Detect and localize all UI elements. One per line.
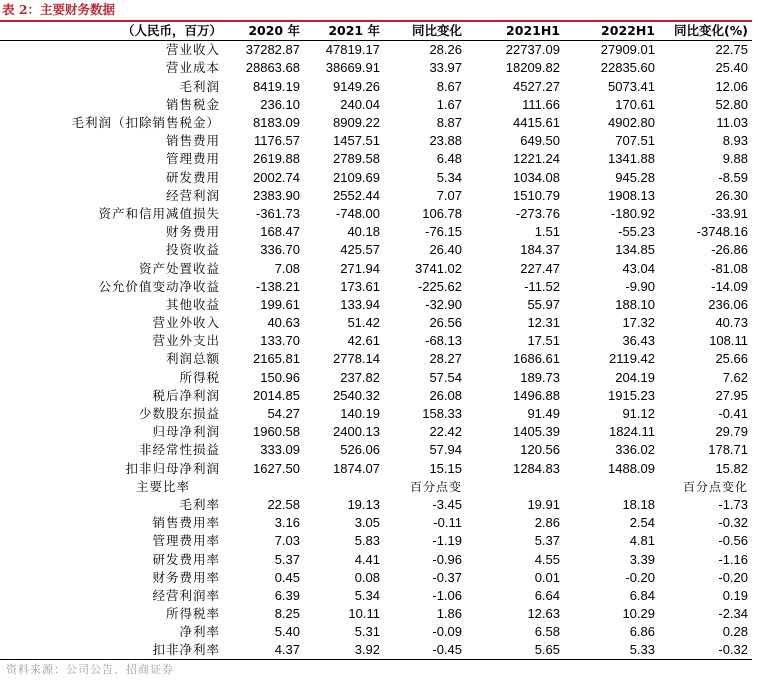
value-cell: 23.88 (429, 133, 462, 149)
value-cell: 33.97 (429, 60, 462, 76)
value-cell: -0.41 (718, 406, 748, 422)
ratio-row (0, 496, 752, 514)
row-label: 销售费用率 (152, 515, 220, 531)
table-row (0, 460, 752, 478)
value-cell: 7.07 (436, 187, 462, 203)
value-cell: 5.37 (534, 533, 560, 549)
value-cell: 52.80 (715, 96, 748, 112)
value-cell: 3.05 (354, 515, 380, 531)
row-label: 管理费用率 (152, 533, 220, 549)
value-cell: 55.97 (527, 296, 560, 312)
value-cell: 168.47 (260, 224, 300, 240)
value-cell: 1908.13 (608, 187, 655, 203)
value-cell: 22.42 (429, 424, 462, 440)
value-cell: 11.03 (716, 115, 748, 131)
row-label: 管理费用 (165, 151, 220, 167)
ratio-row (0, 550, 752, 568)
row-label: 其他收益 (165, 296, 220, 312)
value-cell: -361.73 (255, 205, 300, 221)
value-cell: -68.13 (425, 333, 462, 349)
main-body (0, 41, 752, 478)
value-cell: 111.66 (522, 96, 560, 112)
value-cell: 1686.61 (513, 351, 560, 367)
row-label: 营业外收入 (152, 315, 220, 331)
source-note: 资料来源：公司公告、招商证券 (6, 663, 174, 676)
value-cell: 1284.83 (513, 460, 560, 476)
value-cell: 5.83 (354, 533, 380, 549)
value-cell: 7.03 (274, 533, 300, 549)
value-cell: 2400.13 (333, 424, 380, 440)
value-cell: 26.40 (429, 242, 462, 258)
value-cell: 5073.41 (608, 78, 655, 94)
value-cell: 134.85 (615, 242, 655, 258)
value-cell: 150.96 (260, 369, 300, 385)
value-cell: 15.82 (715, 460, 748, 476)
value-cell: 170.61 (615, 96, 655, 112)
value-cell: 36.43 (622, 333, 655, 349)
table-row (0, 332, 752, 350)
value-cell: 42.61 (347, 333, 380, 349)
value-cell: 227.47 (520, 260, 560, 276)
value-cell: -3748.16 (696, 224, 748, 240)
header-2021: 2021 年 (304, 22, 384, 41)
value-cell: -0.56 (718, 533, 748, 549)
value-cell: 0.28 (722, 624, 748, 640)
value-cell: 1221.24 (513, 151, 560, 167)
value-cell: -33.91 (711, 205, 748, 221)
value-cell: 7.62 (722, 369, 748, 385)
value-cell: 54.27 (267, 406, 300, 422)
value-cell: 106.78 (422, 205, 462, 221)
value-cell: 6.48 (436, 151, 462, 167)
row-label: 营业成本 (165, 60, 220, 76)
ratio-row (0, 605, 752, 623)
value-cell: -0.32 (718, 642, 748, 658)
table-row (0, 223, 752, 241)
value-cell: 43.04 (622, 260, 655, 276)
table-row (0, 369, 752, 387)
value-cell: 8.25 (274, 606, 300, 622)
value-cell: 6.58 (534, 624, 560, 640)
ratio-body (0, 496, 752, 660)
value-cell: 1915.23 (608, 387, 655, 403)
financial-data-table (0, 22, 752, 660)
value-cell: 22835.60 (600, 60, 655, 76)
row-label: 经营利润 (165, 187, 220, 203)
value-cell: 1874.07 (333, 460, 380, 476)
bottom-rule (0, 659, 752, 660)
empty-cell (226, 478, 304, 496)
header-2022h1: 2022H1 (564, 22, 659, 41)
value-cell: 0.45 (274, 569, 300, 585)
value-cell: 8.87 (436, 115, 462, 131)
table-row (0, 59, 752, 77)
value-cell: 15.15 (429, 460, 462, 476)
table-row (0, 169, 752, 187)
value-cell: 7.08 (274, 260, 300, 276)
value-cell: -0.32 (718, 515, 748, 531)
value-cell: 2552.44 (333, 187, 380, 203)
value-cell: -0.20 (625, 569, 655, 585)
value-cell: 19.13 (347, 496, 380, 512)
value-cell: -0.09 (432, 624, 462, 640)
value-cell: 5.34 (436, 169, 462, 185)
value-cell: 0.08 (354, 569, 380, 585)
value-cell: 57.54 (429, 369, 462, 385)
table-row (0, 187, 752, 205)
value-cell: 25.40 (715, 60, 748, 76)
value-cell: 26.56 (429, 315, 462, 331)
value-cell: 5.33 (629, 642, 655, 658)
value-cell: 649.50 (520, 133, 560, 149)
value-cell: 1960.58 (253, 424, 300, 440)
value-cell: 2383.90 (253, 187, 300, 203)
row-label: 扣非净利率 (152, 642, 220, 658)
row-label: 所得税 (179, 369, 220, 385)
value-cell: 10.11 (348, 606, 380, 622)
value-cell: 26.08 (429, 387, 462, 403)
table-row (0, 441, 752, 459)
row-label: 销售税金 (165, 96, 220, 112)
row-label: 净利率 (179, 624, 220, 640)
table-row (0, 405, 752, 423)
value-cell: 37282.87 (245, 42, 300, 58)
value-cell: 336.02 (615, 442, 655, 458)
value-cell: 18209.82 (505, 60, 560, 76)
row-label: 营业外支出 (152, 333, 220, 349)
row-label: 非经常性损益 (138, 442, 220, 458)
value-cell: 5.40 (274, 624, 300, 640)
ratio-section-header (0, 478, 752, 496)
value-cell: 8909.22 (333, 115, 380, 131)
empty-cell (466, 478, 564, 496)
value-cell: 2778.14 (333, 351, 380, 367)
value-cell: 236.06 (708, 296, 748, 312)
table-row (0, 114, 752, 132)
value-cell: 27.95 (715, 387, 748, 403)
value-cell: 1496.88 (513, 387, 560, 403)
value-cell: 1176.57 (253, 133, 300, 149)
value-cell: 0.01 (534, 569, 560, 585)
value-cell: 22.75 (715, 42, 748, 58)
value-cell: 1.67 (436, 96, 462, 112)
value-cell: 12.63 (527, 606, 560, 622)
value-cell: 2789.58 (333, 151, 380, 167)
value-cell: 5.37 (274, 551, 300, 567)
value-cell: 1341.88 (608, 151, 655, 167)
value-cell: -14.09 (711, 278, 748, 294)
value-cell: 4.37 (274, 642, 300, 658)
table-title: 表 2：主要财务数据 (2, 2, 116, 17)
value-cell: 1488.09 (608, 460, 655, 476)
value-cell: 271.94 (340, 260, 380, 276)
ratio-row (0, 569, 752, 587)
value-cell: 1034.08 (513, 169, 560, 185)
value-cell: -9.90 (625, 278, 655, 294)
value-cell: 189.73 (520, 369, 560, 385)
value-cell: 57.94 (429, 442, 462, 458)
ratio-note-yoy: 百分点变 (409, 479, 462, 494)
value-cell: 9149.26 (333, 78, 380, 94)
table-row (0, 132, 752, 150)
value-cell: -55.23 (618, 224, 655, 240)
value-cell: 28.26 (429, 42, 462, 58)
value-cell: 188.10 (615, 296, 655, 312)
value-cell: 8.67 (436, 78, 462, 94)
value-cell: 22.58 (267, 496, 300, 512)
value-cell: 1405.39 (513, 424, 560, 440)
value-cell: 526.06 (340, 442, 380, 458)
table-row (0, 150, 752, 168)
row-label: 归母净利润 (152, 424, 220, 440)
table-row (0, 423, 752, 441)
value-cell: 4.41 (354, 551, 380, 567)
table-row (0, 96, 752, 114)
value-cell: -26.86 (711, 242, 748, 258)
value-cell: 707.51 (615, 133, 655, 149)
value-cell: 120.56 (520, 442, 560, 458)
value-cell: -1.06 (432, 587, 462, 603)
table-row (0, 278, 752, 296)
value-cell: -1.16 (718, 551, 748, 567)
value-cell: 2540.32 (333, 387, 380, 403)
value-cell: 425.57 (340, 242, 380, 258)
value-cell: -8.59 (718, 169, 748, 185)
value-cell: 47819.17 (325, 42, 380, 58)
ratio-row (0, 532, 752, 550)
value-cell: 133.94 (340, 296, 380, 312)
value-cell: 4.81 (629, 533, 655, 549)
row-label: 扣非归母净利润 (125, 460, 220, 476)
value-cell: 2119.42 (608, 351, 655, 367)
value-cell: 17.32 (622, 315, 655, 331)
value-cell: -0.20 (718, 569, 748, 585)
value-cell: -76.15 (425, 224, 462, 240)
value-cell: 26.30 (715, 187, 748, 203)
value-cell: 133.70 (260, 333, 300, 349)
row-label: 营业收入 (165, 42, 220, 58)
value-cell: 199.61 (260, 296, 300, 312)
value-cell: 2002.74 (253, 169, 300, 185)
value-cell: 108.11 (709, 333, 748, 349)
value-cell: 945.28 (615, 169, 655, 185)
value-cell: 5.34 (354, 587, 380, 603)
row-label: 所得税率 (165, 606, 220, 622)
value-cell: 1510.79 (513, 187, 560, 203)
value-cell: 4902.80 (608, 115, 655, 131)
header-unit: （人民币，百万） (0, 22, 226, 41)
row-label: 税后净利润 (152, 387, 220, 403)
table-row (0, 259, 752, 277)
row-label: 毛利率 (179, 496, 220, 512)
value-cell: -138.21 (255, 278, 300, 294)
value-cell: 1824.11 (608, 424, 655, 440)
value-cell: 2619.88 (253, 151, 300, 167)
value-cell: -225.62 (417, 278, 462, 294)
table-row (0, 350, 752, 368)
value-cell: 91.49 (527, 406, 560, 422)
row-label: 利润总额 (165, 351, 220, 367)
value-cell: 240.04 (340, 96, 380, 112)
ratio-row (0, 641, 752, 659)
ratio-section-body (0, 478, 752, 496)
value-cell: 8183.09 (253, 115, 300, 131)
value-cell: 10.29 (622, 606, 655, 622)
value-cell: -1.19 (432, 533, 462, 549)
value-cell: 1457.51 (333, 133, 380, 149)
row-label: 投资收益 (165, 242, 220, 258)
table-row (0, 241, 752, 259)
value-cell: -32.90 (425, 296, 462, 312)
row-label: 公允价值变动净收益 (98, 278, 220, 294)
row-label: 财务费用 (165, 224, 220, 240)
value-cell: 236.10 (260, 96, 300, 112)
value-cell: -748.00 (335, 205, 380, 221)
row-label: 销售费用 (165, 133, 220, 149)
value-cell: 19.91 (527, 496, 560, 512)
value-cell: 1627.50 (253, 460, 300, 476)
ratio-row (0, 587, 752, 605)
value-cell: 204.19 (615, 369, 655, 385)
value-cell: 173.61 (340, 278, 380, 294)
value-cell: 184.37 (520, 242, 560, 258)
row-label: 少数股东损益 (138, 406, 220, 422)
table-row (0, 41, 752, 60)
ratio-section-label: 主要比率 (135, 478, 190, 494)
value-cell: 2165.81 (253, 351, 300, 367)
value-cell: 40.73 (715, 315, 748, 331)
value-cell: -1.73 (718, 496, 748, 512)
value-cell: 40.63 (267, 315, 300, 331)
value-cell: 28.27 (429, 351, 462, 367)
value-cell: -180.92 (610, 205, 655, 221)
value-cell: 336.70 (260, 242, 300, 258)
value-cell: -11.52 (524, 278, 560, 294)
value-cell: 91.12 (622, 406, 655, 422)
table-row (0, 387, 752, 405)
value-cell: 12.06 (715, 78, 748, 94)
value-cell: 6.86 (629, 624, 655, 640)
value-cell: -2.34 (718, 606, 748, 622)
value-cell: 178.71 (708, 442, 748, 458)
header-yoy: 同比变化 (384, 22, 466, 41)
value-cell: 2109.69 (333, 169, 380, 185)
value-cell: -3.45 (432, 496, 462, 512)
table-row (0, 296, 752, 314)
value-cell: 3.92 (354, 642, 380, 658)
value-cell: -0.45 (432, 642, 462, 658)
value-cell: 2014.85 (253, 387, 300, 403)
value-cell: 12.31 (527, 315, 560, 331)
row-label: 资产处置收益 (138, 260, 220, 276)
value-cell: 1.51 (534, 224, 560, 240)
value-cell: -273.76 (515, 205, 560, 221)
value-cell: 1.86 (436, 606, 462, 622)
value-cell: 5.65 (534, 642, 560, 658)
value-cell: 27909.01 (600, 42, 655, 58)
value-cell: 2.86 (534, 515, 560, 531)
value-cell: 3741.02 (415, 260, 462, 276)
row-label: 毛利润 (179, 78, 220, 94)
value-cell: 237.82 (340, 369, 380, 385)
row-label: 经营利润率 (152, 587, 220, 603)
value-cell: 3.39 (629, 551, 655, 567)
value-cell: 333.09 (260, 442, 300, 458)
value-cell: 8419.19 (253, 78, 300, 94)
value-cell: 22737.09 (505, 42, 560, 58)
header-row (0, 22, 752, 41)
ratio-row (0, 514, 752, 532)
value-cell: 3.16 (274, 515, 300, 531)
value-cell: 40.18 (347, 224, 380, 240)
empty-cell (564, 478, 659, 496)
header-yoy-pct: 同比变化(%) (659, 22, 752, 41)
ratio-row (0, 623, 752, 641)
value-cell: 9.88 (722, 151, 748, 167)
value-cell: 2.54 (629, 515, 655, 531)
value-cell: -0.37 (432, 569, 462, 585)
value-cell: 0.19 (722, 587, 748, 603)
value-cell: -0.96 (432, 551, 462, 567)
value-cell: 4527.27 (513, 78, 560, 94)
value-cell: 8.93 (722, 133, 748, 149)
table-row (0, 78, 752, 96)
empty-cell (304, 478, 384, 496)
value-cell: 51.42 (347, 315, 380, 331)
value-cell: 38669.91 (325, 60, 380, 76)
value-cell: 158.33 (422, 406, 462, 422)
row-label: 毛利润（扣除销售税金） (71, 115, 220, 131)
value-cell: 4415.61 (513, 115, 560, 131)
value-cell: 29.79 (715, 424, 748, 440)
value-cell: 6.64 (534, 587, 560, 603)
value-cell: 18.18 (622, 496, 655, 512)
value-cell: 6.84 (629, 587, 655, 603)
table-row (0, 205, 752, 223)
value-cell: 6.39 (274, 587, 300, 603)
value-cell: 4.55 (534, 551, 560, 567)
value-cell: 5.31 (354, 624, 380, 640)
value-cell: 28863.68 (245, 60, 300, 76)
value-cell: 25.66 (715, 351, 748, 367)
row-label: 资产和信用减值损失 (98, 205, 220, 221)
row-label: 研发费用率 (152, 551, 220, 567)
value-cell: 17.51 (527, 333, 560, 349)
value-cell: -81.08 (711, 260, 748, 276)
row-label: 研发费用 (165, 169, 220, 185)
value-cell: -0.11 (433, 515, 462, 531)
row-label: 财务费用率 (152, 569, 220, 585)
header-2021h1: 2021H1 (466, 22, 564, 41)
table-row (0, 314, 752, 332)
header-2020: 2020 年 (226, 22, 304, 41)
ratio-note-hy: 百分点变化 (682, 479, 748, 494)
value-cell: 140.19 (340, 406, 380, 422)
